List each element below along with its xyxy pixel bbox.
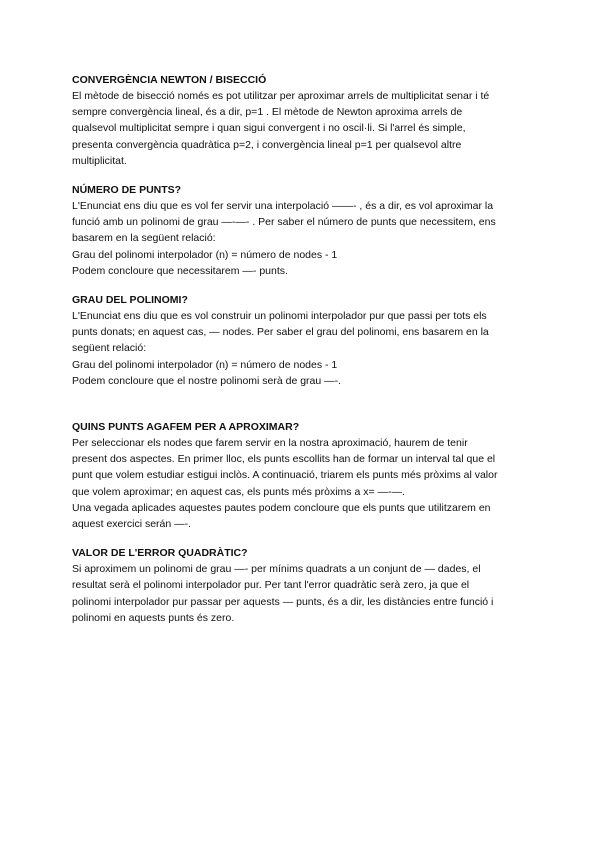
paragraph-line: resultat serà el polinomi interpolador pur. Per tant l'error quadràtic serà zero, ja que el (72, 579, 470, 592)
paragraph-line: Podem concloure que el nostre polinomi serà de grau —-. (72, 374, 342, 387)
paragraph-line: Grau del polinomi interpolador (n) = número de nodes - 1 (72, 248, 338, 261)
paragraph-line: L'Enunciat ens diu que es vol construir un polinomi interpolador pur que passi per tots els (72, 310, 487, 323)
paragraph-line: El mètode de bisecció només es pot utilitzar per aproximar arrels de multiplicitat senar i té (72, 90, 490, 102)
paragraph-line: Si aproximem un polinomi de grau —- per mínims quadrats a un conjunt de — dades, el (72, 563, 481, 576)
paragraph-line: punt que volem estudiar estigui inclòs. A continuació, triarem els punts més pròxims al valor (72, 469, 498, 482)
paragraph-line: polinomi en aquests punts és zero. (72, 611, 235, 624)
paragraph-line: punts donats; en aquest cas, — nodes. Per saber el grau del polinomi, ens basarem en la (72, 326, 489, 339)
paragraph-line: present dos aspectes. En primer lloc, els punts escollits han de formar un interval tal que el (72, 453, 496, 466)
section-polynomial-degree (72, 292, 550, 389)
paragraph-line: que volem aproximar; en aquest cas, els punts més pròxims a x= —-—. (72, 485, 405, 498)
paragraph-line: Per seleccionar els nodes que farem servir en la nostra aproximació, haurem de tenir (72, 437, 468, 450)
section-heading: CONVERGÈNCIA NEWTON / BISECCIÓ (72, 74, 267, 86)
paragraph-line: següent relació: (72, 342, 147, 355)
paragraph-line: aquest exercici serán —-. (72, 518, 192, 531)
section-heading: NÚMERO DE PUNTS? (72, 184, 182, 197)
section-number-of-points (72, 182, 550, 279)
section-quadratic-error (72, 545, 550, 626)
paragraph-line: presenta convergència quadràtica p=2, i convergència lineal p=1 per qualsevol altre (72, 138, 462, 151)
paragraph-line: L'Enunciat ens diu que es vol fer servir una interpolació ——- , és a dir, es vol aproximar la (72, 200, 494, 213)
paragraph-line: Podem concloure que necessitarem —- punts. (72, 264, 288, 277)
paragraph-line: funció amb un polinomi de grau —-—- . Per saber el número de punts que necessitem, ens (72, 216, 496, 229)
paragraph-line: qualsevol multiplicitat sempre i quan sigui convergent i no oscil·li. Si l'arrel és simple, (72, 122, 466, 135)
paragraph-line: sempre convergència lineal, és a dir, p=1 . El mètode de Newton aproxima arrels de (72, 106, 463, 119)
section-heading: VALOR DE L'ERROR QUADRÀTIC? (72, 547, 248, 560)
section-convergence (72, 72, 550, 169)
paragraph-line: polinomi interpolador pur passar per aquests — punts, és a dir, les distàncies entre funció i (72, 595, 494, 608)
paragraph-line: basarem en la següent relació: (72, 232, 216, 245)
section-heading: QUINS PUNTS AGAFEM PER A APROXIMAR? (72, 421, 300, 434)
paragraph-line: Grau del polinomi interpolador (n) = número de nodes - 1 (72, 358, 338, 371)
section-heading: GRAU DEL POLINOMI? (72, 294, 188, 307)
section-points-selection (72, 419, 550, 532)
paragraph-line: multiplicitat. (72, 154, 127, 167)
paragraph-line: Una vegada aplicades aquestes pautes podem concloure que els punts que utilitzarem en (72, 501, 491, 514)
